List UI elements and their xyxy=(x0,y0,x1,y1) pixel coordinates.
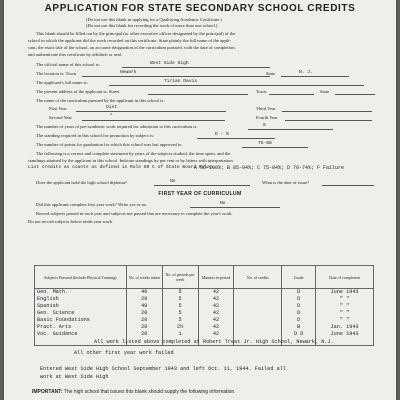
minutes-cell: 42 xyxy=(198,289,234,297)
standing-field: D - % xyxy=(197,132,275,139)
header-subjects: Subjects Pursued (Include Physical Training) xyxy=(35,266,127,289)
date-cell: " " xyxy=(316,296,374,303)
minutes-cell: 42 xyxy=(198,324,234,331)
instruction-line-1: This blank should be filled out by the principal (or other executive officer designated by the principal) of the xyxy=(36,31,236,36)
grade-cell: D xyxy=(282,289,316,297)
instruction-line-2: school in which the applicant did the work recorded on this certificate. State plainly the full name of the appli- xyxy=(28,38,231,43)
section-first-year: FIRST YEAR OF CURRICULUM xyxy=(158,191,242,197)
following-label: The following is a correct and complete statement by years of the subjects studied, the time spent, and the xyxy=(36,151,231,156)
weeks-cell: 40 xyxy=(126,303,162,310)
table-note-west-side: work at West Side High xyxy=(40,374,109,380)
table-row xyxy=(35,296,374,303)
important-label: IMPORTANT: xyxy=(32,389,63,395)
periods-cell: 5 xyxy=(162,317,198,324)
minutes-cell: 42 xyxy=(198,296,234,303)
town2-field xyxy=(269,88,314,95)
second-year-label: Second Year xyxy=(49,115,72,120)
header-periods: No. of periods per week xyxy=(162,266,198,289)
minutes-cell: 42 xyxy=(198,303,234,310)
subject-cell: Pract. Arts xyxy=(35,324,127,331)
subject-cell: Gen. Science xyxy=(35,310,127,317)
date-cell: June 1943 xyxy=(316,289,374,297)
address-label: The present address of the applicant is: Street xyxy=(36,89,120,94)
state-field: N. J. xyxy=(281,70,349,77)
table-row xyxy=(35,324,374,331)
record-instructions-1: Record subjects passed in each year and subjects not passed that are necessary to complete the year's work. xyxy=(36,211,233,216)
weeks-cell: 40 xyxy=(126,289,162,297)
header-weeks: No. of weeks taken xyxy=(126,266,162,289)
diploma-label: Does the applicant hold the high school diploma? xyxy=(36,180,127,185)
second-year-field: " xyxy=(82,114,225,121)
subject-cell: Basic Foundations xyxy=(35,317,127,324)
grades-table-header xyxy=(35,266,374,289)
periods-cell: 2½ xyxy=(162,324,198,331)
town2-label: Town xyxy=(256,89,267,94)
applicant-name-field: Tirian Davis xyxy=(109,79,364,86)
credits-cell xyxy=(234,317,282,324)
weeks-cell: 20 xyxy=(126,331,162,338)
date-cell: Jan. 1943 xyxy=(316,324,374,331)
weeks-cell: 20 xyxy=(126,317,162,324)
diploma-field: No xyxy=(154,179,250,186)
grade-cell: D xyxy=(282,310,316,317)
periods-cell: 1 xyxy=(162,331,198,338)
state2-label: State xyxy=(320,89,330,94)
header-credits: No. of credits xyxy=(234,266,282,289)
grade-cell: D xyxy=(282,303,316,310)
periods-cell: 5 xyxy=(162,296,198,303)
issue-date-field xyxy=(322,179,374,186)
table-note-failed: All other first year work failed xyxy=(74,350,174,356)
header-grade: Grade xyxy=(282,266,316,289)
first-year-complete-field: No xyxy=(190,201,280,208)
table-row xyxy=(35,310,374,317)
header-minutes: Minutes in period xyxy=(198,266,234,289)
first-year-label: First Year xyxy=(49,106,67,111)
curriculum-label: The name of the curriculum pursued by the applicant in this school is: xyxy=(36,98,165,103)
preacademic-field: 8 xyxy=(248,123,333,130)
credits-cell xyxy=(234,310,282,317)
weeks-cell: 20 xyxy=(126,310,162,317)
list-credits-label: List credits as counts as defined in Rule 50 C of State Board Rules. xyxy=(28,165,216,170)
standing-label: The standing required in this school for promotion by subject is: xyxy=(36,133,155,138)
school-name-label: The official name of this school is: xyxy=(36,62,100,67)
note-qualifying: (Do not use this blank in applying for a Qualifying Academic Certificate.) xyxy=(86,17,222,22)
periods-cell: 5 xyxy=(162,289,198,297)
state2-field xyxy=(335,88,375,95)
table-row xyxy=(35,303,374,310)
table-row xyxy=(35,289,374,297)
date-cell: June 1943 xyxy=(316,331,374,338)
weeks-cell: 20 xyxy=(126,296,162,303)
note-one-school: (Do not use this blank for recording the work of more than one school.) xyxy=(86,23,218,28)
grading-key: A 95-100%; B 85-94%; C 75-84%; D 70-74%; F Failure xyxy=(194,165,345,171)
grades-table xyxy=(34,265,374,346)
street-field xyxy=(148,88,248,95)
table-note-entered: Entered West Side High School September 1943 and left Oct. 11, 1944. Failed all xyxy=(40,366,286,372)
credits-cell xyxy=(234,289,282,297)
table-summary: All work listed above completed at Robert Treat Jr. High School, Newark, N.J. xyxy=(94,339,334,345)
subject-cell: Gen. Math. xyxy=(35,289,127,297)
school-name-field: West Side High xyxy=(122,61,270,68)
periods-cell: 5 xyxy=(162,310,198,317)
grade-cell: D D xyxy=(282,331,316,338)
points-field: 75-88 xyxy=(242,141,308,148)
state-label: State xyxy=(266,71,276,76)
standings-label: standings attained by the applicant in this school. Indicate standings by per cent or by letters with interpretation. xyxy=(28,158,234,163)
town-field: Newark xyxy=(82,70,270,77)
subject-cell: Spanish xyxy=(35,303,127,310)
important-text: The high school that issues this blank should supply the following information. xyxy=(63,389,236,395)
grade-cell: B xyxy=(282,324,316,331)
first-year-complete-label: Did this applicant complete first year work? Write yes or no. xyxy=(36,202,148,207)
subject-cell: English xyxy=(35,296,127,303)
fourth-year-label: Fourth Year xyxy=(256,115,278,120)
date-cell: " " xyxy=(316,303,374,310)
weeks-cell: 20 xyxy=(126,324,162,331)
periods-cell: 5 xyxy=(162,303,198,310)
credits-cell xyxy=(234,303,282,310)
important-note xyxy=(32,389,236,395)
date-cell: " " xyxy=(316,310,374,317)
issue-date-label: What is the date of issue? xyxy=(262,180,310,185)
instruction-line-3: cant, the exact title of the school, an accurate designation of the curriculum pursued, with the date of completion, xyxy=(28,45,236,50)
points-label: The number of points for graduation for which this school was last approved is: xyxy=(36,142,183,147)
applicant-name-label: The applicant's full name is: xyxy=(36,80,88,85)
location-label: The location is: Town xyxy=(36,71,77,76)
grade-cell: D xyxy=(282,317,316,324)
credits-cell xyxy=(234,324,282,331)
grade-cell: D xyxy=(282,296,316,303)
application-form xyxy=(4,0,396,400)
credits-cell xyxy=(234,296,282,303)
fourth-year-field xyxy=(285,114,372,121)
minutes-cell: 42 xyxy=(198,310,234,317)
instruction-line-4: and authenticate this certificate by affidavit or seal. xyxy=(28,52,123,57)
subject-cell: Voc. Guidance xyxy=(35,331,127,338)
date-cell: " " xyxy=(316,317,374,324)
table-row xyxy=(35,317,374,324)
table-row xyxy=(35,331,374,338)
third-year-field xyxy=(282,105,372,112)
credits-cell xyxy=(234,331,282,338)
minutes-cell: 42 xyxy=(198,331,234,338)
minutes-cell: 42 xyxy=(198,317,234,324)
header-date: Date of completion xyxy=(316,266,374,289)
third-year-label: Third Year xyxy=(256,106,276,111)
form-title: APPLICATION FOR STATE SECONDARY SCHOOL CREDITS xyxy=(44,3,356,14)
first-year-field: Dist. xyxy=(76,105,226,112)
record-instructions-2: Do not record subjects below ninth year work. xyxy=(28,219,114,224)
preacademic-label: The number of years of pre-academic work required for admission to this curriculum is: xyxy=(36,124,198,129)
